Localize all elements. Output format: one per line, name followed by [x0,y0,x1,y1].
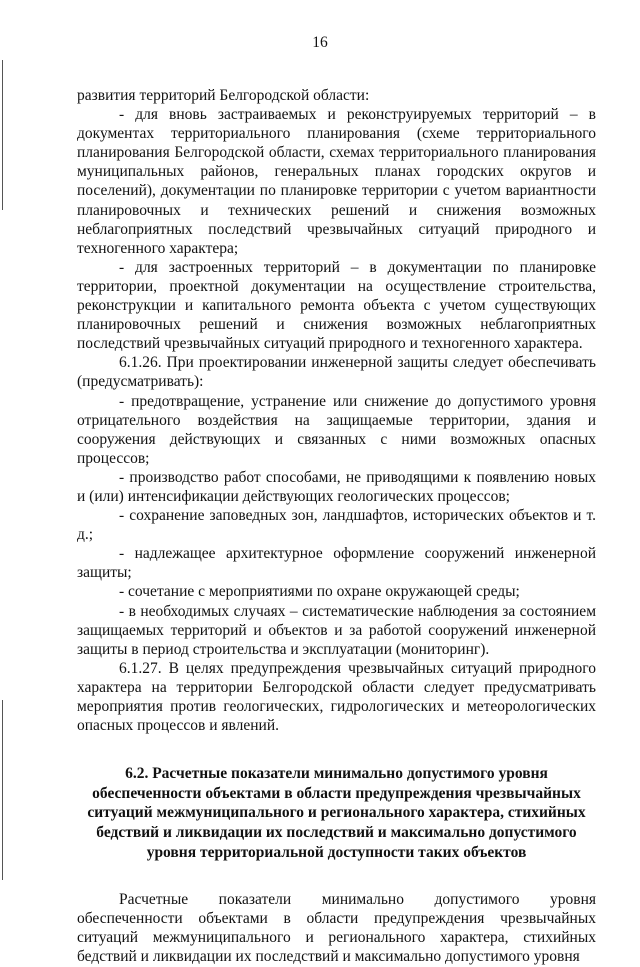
paragraph: - сохранение заповедных зон, ландшафтов, исторических объектов и т. д.; [77,507,596,544]
paragraph: - в необходимых случаях – систематические наблюдения за состоянием защищаемых территорий и объектов и за работой сооружений инженерной защиты в период строительства и эксплуатации (мониторинг). [77,602,596,658]
scan-edge-mark [2,700,3,880]
document-body [77,86,596,967]
paragraph: - предотвращение, устранение или снижение до допустимого уровня отрицательного воздействия на защищаемые территории, здания и сооружения действующих и связанных с ними возможных опасных процессов; [77,392,596,467]
section-heading: 6.2. Расчетные показатели минимально допустимого уровня обеспеченности объектами в области предупреждения чрезвычайных ситуаций межмуниципального и регионального характера, стихийных бедствий и ликвидации их последствий и максимально допустимого уровня территориальной доступности таких объектов [87,765,586,861]
scan-edge-mark [2,60,3,210]
page-number: 16 [312,34,328,51]
paragraph: - для вновь застраиваемых и реконструируемых территорий – в документах территориального планирования (схеме территориального планирования Белгородской области, схемах территориального планирования муниципальных районов, генеральных планах городских округов и поселений), документации по планировке территории с учетом вариантности планировочных и технических решений и снижения возможных неблагоприятных последствий чрезвычайных ситуаций природного и техногенного характера; [77,106,596,257]
paragraph: - надлежащее архитектурное оформление сооружений инженерной защиты; [77,545,596,582]
paragraph: 6.1.27. В целях предупреждения чрезвычайных ситуаций природного характера на территории Белгородской области следует предусматривать мероприятия против геологических, гидрологических и метеорологических опасных процессов и явлений. [77,659,596,735]
paragraph: - для застроенных территорий – в документации по планировке территории, проектной документации на осуществление строительства, реконструкции и капитального ремонта объекта с учетом существующих планировочных решений и снижения возможных неблагоприятных последствий чрезвычайных ситуаций природного и техногенного характера. [77,258,596,353]
paragraph: 6.1.26. При проектировании инженерной защиты следует обеспечивать (предусматривать): [77,354,596,391]
paragraph: развития территорий Белгородской области: [77,87,370,104]
paragraph: - сочетание с мероприятиями по охране окружающей среды; [119,583,520,601]
paragraph: - производство работ способами, не приводящими к появлению новых и (или) интенсификации действующих геологических процессов; [77,468,596,505]
paragraph: Расчетные показатели минимально допустимого уровня обеспеченности объектами в области предупреждения чрезвычайных ситуаций межмуниципального и регионального характера, стихийных бедствий и ликвидации их последствий и максимально допустимого уровня [77,891,596,966]
